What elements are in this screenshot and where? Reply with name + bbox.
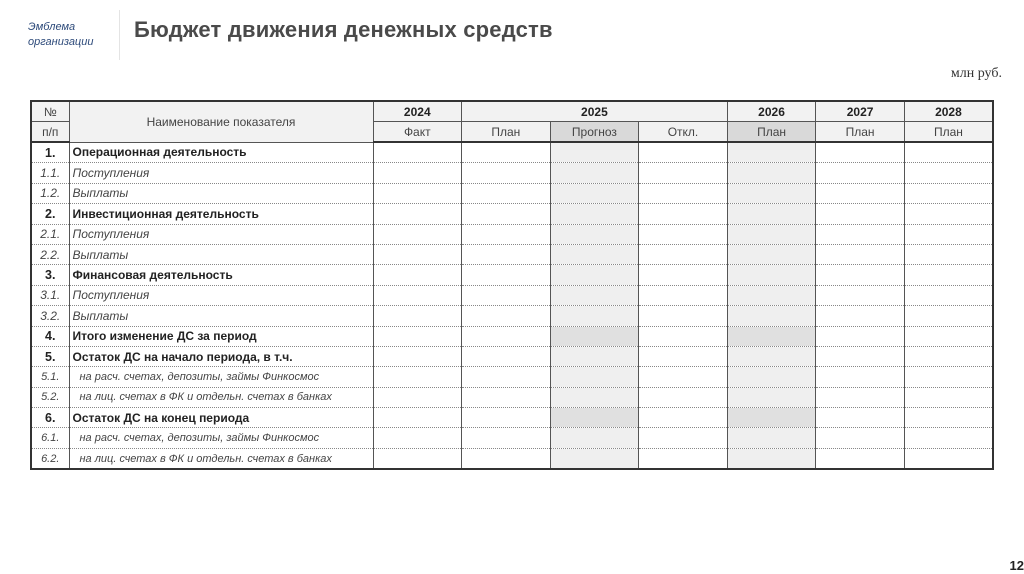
- value-cell[interactable]: [816, 408, 905, 428]
- row-number: 1.2.: [31, 183, 69, 203]
- value-cell[interactable]: [373, 346, 462, 366]
- value-cell[interactable]: [550, 408, 639, 428]
- table-row: [31, 387, 993, 407]
- value-cell[interactable]: [904, 306, 993, 326]
- value-cell[interactable]: [550, 163, 639, 183]
- value-cell[interactable]: [373, 428, 462, 448]
- value-cell[interactable]: [373, 142, 462, 163]
- value-cell[interactable]: [373, 326, 462, 346]
- table-row: [31, 244, 993, 264]
- value-cell[interactable]: [639, 367, 728, 387]
- table-row: [31, 163, 993, 183]
- value-cell[interactable]: [816, 265, 905, 285]
- row-label: Выплаты: [69, 306, 373, 326]
- value-cell[interactable]: [727, 163, 816, 183]
- row-label: на расч. счетах, депозиты, займы Финкосмос: [69, 428, 373, 448]
- logo-line: Эмблема: [28, 21, 76, 33]
- units-label: млн руб.: [950, 66, 1002, 81]
- value-cell[interactable]: [816, 326, 905, 346]
- value-cell[interactable]: [816, 163, 905, 183]
- value-cell[interactable]: [816, 183, 905, 203]
- value-cell[interactable]: [904, 387, 993, 407]
- value-cell[interactable]: [816, 448, 905, 469]
- value-cell[interactable]: [904, 428, 993, 448]
- table-row: [31, 204, 993, 224]
- row-number: 4.: [31, 326, 69, 346]
- value-cell[interactable]: [462, 346, 551, 366]
- value-cell[interactable]: [727, 408, 816, 428]
- row-label: на лиц. счетах в ФК и отдельн. счетах в банках: [69, 387, 373, 407]
- year-header: 2024: [373, 101, 462, 122]
- value-cell[interactable]: [904, 183, 993, 203]
- value-cell[interactable]: [373, 367, 462, 387]
- value-cell[interactable]: [816, 367, 905, 387]
- value-cell[interactable]: [462, 367, 551, 387]
- row-label: Поступления: [69, 163, 373, 183]
- value-cell[interactable]: [727, 224, 816, 244]
- value-cell[interactable]: [727, 306, 816, 326]
- row-label: Остаток ДС на конец периода: [69, 408, 373, 428]
- value-cell[interactable]: [904, 346, 993, 366]
- row-number: 3.1.: [31, 285, 69, 305]
- value-cell[interactable]: [373, 306, 462, 326]
- value-cell[interactable]: [462, 285, 551, 305]
- value-cell[interactable]: [816, 306, 905, 326]
- value-cell[interactable]: [550, 224, 639, 244]
- value-cell[interactable]: [462, 428, 551, 448]
- value-cell[interactable]: [550, 326, 639, 346]
- value-cell[interactable]: [816, 387, 905, 407]
- value-cell[interactable]: [639, 163, 728, 183]
- value-cell[interactable]: [639, 346, 728, 366]
- value-cell[interactable]: [727, 367, 816, 387]
- row-number: 6.2.: [31, 448, 69, 469]
- row-label: Выплаты: [69, 244, 373, 264]
- value-cell[interactable]: [462, 183, 551, 203]
- value-cell[interactable]: [904, 285, 993, 305]
- subcol-header: План: [727, 122, 816, 143]
- value-cell[interactable]: [462, 163, 551, 183]
- table-row: [31, 448, 993, 469]
- row-number: 3.2.: [31, 306, 69, 326]
- value-cell[interactable]: [550, 306, 639, 326]
- value-cell[interactable]: [550, 265, 639, 285]
- row-label: Операционная деятельность: [69, 142, 373, 163]
- value-cell[interactable]: [727, 285, 816, 305]
- year-header: 2025: [462, 101, 728, 122]
- organization-logo-placeholder: [28, 20, 93, 50]
- row-number: 1.1.: [31, 163, 69, 183]
- divider: [119, 10, 120, 60]
- num-header: №: [31, 101, 69, 122]
- value-cell[interactable]: [904, 244, 993, 264]
- year-header: 2028: [904, 101, 993, 122]
- value-cell[interactable]: [904, 326, 993, 346]
- row-number: 5.1.: [31, 367, 69, 387]
- table-row: [31, 428, 993, 448]
- value-cell[interactable]: [639, 326, 728, 346]
- value-cell[interactable]: [550, 183, 639, 203]
- value-cell[interactable]: [904, 163, 993, 183]
- value-cell[interactable]: [462, 142, 551, 163]
- value-cell[interactable]: [373, 244, 462, 264]
- value-cell[interactable]: [904, 408, 993, 428]
- subcol-header: Факт: [373, 122, 462, 143]
- value-cell[interactable]: [904, 224, 993, 244]
- row-number: 2.2.: [31, 244, 69, 264]
- value-cell[interactable]: [639, 265, 728, 285]
- row-label: Итого изменение ДС за период: [69, 326, 373, 346]
- value-cell[interactable]: [727, 265, 816, 285]
- row-number: 5.2.: [31, 387, 69, 407]
- table-row: [31, 408, 993, 428]
- value-cell[interactable]: [462, 448, 551, 469]
- value-cell[interactable]: [727, 244, 816, 264]
- value-cell[interactable]: [904, 204, 993, 224]
- value-cell[interactable]: [639, 408, 728, 428]
- table-row: [31, 326, 993, 346]
- row-number: 3.: [31, 265, 69, 285]
- row-label: Остаток ДС на начало периода, в т.ч.: [69, 346, 373, 366]
- row-label: Финансовая деятельность: [69, 265, 373, 285]
- row-label: Инвестиционная деятельность: [69, 204, 373, 224]
- value-cell[interactable]: [639, 204, 728, 224]
- value-cell[interactable]: [550, 448, 639, 469]
- value-cell[interactable]: [550, 346, 639, 366]
- value-cell[interactable]: [639, 306, 728, 326]
- value-cell[interactable]: [373, 387, 462, 407]
- value-cell[interactable]: [462, 306, 551, 326]
- value-cell[interactable]: [816, 346, 905, 366]
- value-cell[interactable]: [373, 408, 462, 428]
- table-row: [31, 224, 993, 244]
- value-cell[interactable]: [904, 142, 993, 163]
- subcol-header: Откл.: [639, 122, 728, 143]
- table-row: [31, 346, 993, 366]
- row-number: 2.: [31, 204, 69, 224]
- row-label: на расч. счетах, депозиты, займы Финкосмос: [69, 367, 373, 387]
- name-header: Наименование показателя: [69, 101, 373, 142]
- year-header: 2027: [816, 101, 905, 122]
- value-cell[interactable]: [550, 142, 639, 163]
- table-row: [31, 285, 993, 305]
- row-label: Выплаты: [69, 183, 373, 203]
- row-number: 6.: [31, 408, 69, 428]
- value-cell[interactable]: [639, 387, 728, 407]
- value-cell[interactable]: [904, 265, 993, 285]
- value-cell[interactable]: [816, 244, 905, 264]
- value-cell[interactable]: [550, 428, 639, 448]
- row-number: 6.1.: [31, 428, 69, 448]
- table-row: [31, 265, 993, 285]
- subcol-header: План: [904, 122, 993, 143]
- logo-line: организации: [28, 36, 94, 48]
- row-label: Поступления: [69, 224, 373, 244]
- value-cell[interactable]: [462, 244, 551, 264]
- value-cell[interactable]: [462, 387, 551, 407]
- value-cell[interactable]: [373, 204, 462, 224]
- value-cell[interactable]: [373, 448, 462, 469]
- value-cell[interactable]: [462, 224, 551, 244]
- value-cell[interactable]: [373, 163, 462, 183]
- value-cell[interactable]: [727, 142, 816, 163]
- subcol-header: План: [816, 122, 905, 143]
- value-cell[interactable]: [639, 142, 728, 163]
- subcol-header: План: [462, 122, 551, 143]
- value-cell[interactable]: [462, 204, 551, 224]
- subcol-header: Прогноз: [550, 122, 639, 143]
- value-cell[interactable]: [373, 265, 462, 285]
- value-cell[interactable]: [727, 183, 816, 203]
- value-cell[interactable]: [816, 224, 905, 244]
- page-number: 12: [1009, 558, 1024, 573]
- table-row: [31, 142, 993, 163]
- table-row: [31, 306, 993, 326]
- value-cell[interactable]: [816, 428, 905, 448]
- row-label: Поступления: [69, 285, 373, 305]
- value-cell[interactable]: [727, 346, 816, 366]
- row-number: 2.1.: [31, 224, 69, 244]
- value-cell[interactable]: [462, 265, 551, 285]
- value-cell[interactable]: [550, 387, 639, 407]
- value-cell[interactable]: [373, 224, 462, 244]
- value-cell[interactable]: [727, 204, 816, 224]
- value-cell[interactable]: [462, 408, 551, 428]
- row-label: на лиц. счетах в ФК и отдельн. счетах в банках: [69, 448, 373, 469]
- value-cell[interactable]: [816, 142, 905, 163]
- value-cell[interactable]: [727, 428, 816, 448]
- value-cell[interactable]: [816, 285, 905, 305]
- value-cell[interactable]: [816, 204, 905, 224]
- table-row: [31, 367, 993, 387]
- value-cell[interactable]: [462, 326, 551, 346]
- num-subheader: п/п: [31, 122, 69, 143]
- value-cell[interactable]: [550, 367, 639, 387]
- table-row: [31, 183, 993, 203]
- value-cell[interactable]: [550, 285, 639, 305]
- value-cell[interactable]: [727, 448, 816, 469]
- value-cell[interactable]: [639, 224, 728, 244]
- page-title: Бюджет движения денежных средств: [134, 17, 553, 42]
- value-cell[interactable]: [550, 244, 639, 264]
- value-cell[interactable]: [639, 285, 728, 305]
- year-header: 2026: [727, 101, 816, 122]
- row-number: 5.: [31, 346, 69, 366]
- row-number: 1.: [31, 142, 69, 163]
- value-cell[interactable]: [373, 285, 462, 305]
- cash-flow-budget-table: [30, 100, 994, 470]
- value-cell[interactable]: [727, 326, 816, 346]
- value-cell[interactable]: [639, 183, 728, 203]
- value-cell[interactable]: [550, 204, 639, 224]
- value-cell[interactable]: [639, 448, 728, 469]
- value-cell[interactable]: [904, 367, 993, 387]
- value-cell[interactable]: [639, 244, 728, 264]
- value-cell[interactable]: [373, 183, 462, 203]
- value-cell[interactable]: [639, 428, 728, 448]
- value-cell[interactable]: [727, 387, 816, 407]
- value-cell[interactable]: [904, 448, 993, 469]
